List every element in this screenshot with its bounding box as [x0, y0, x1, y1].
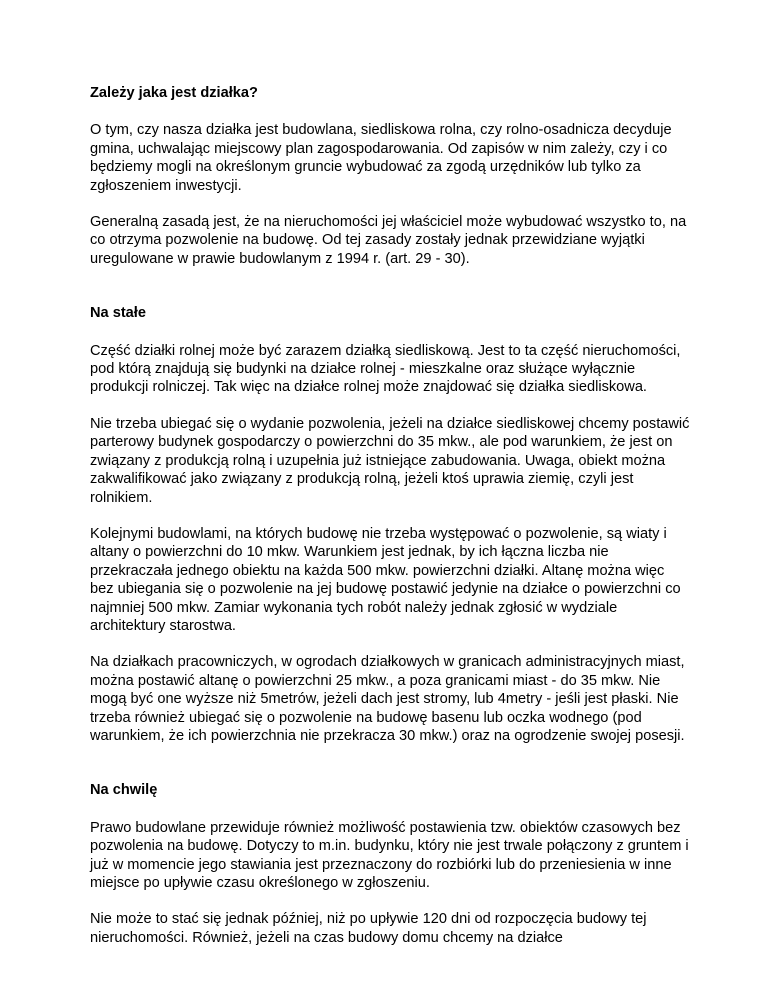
document-page	[90, 84, 690, 965]
paragraph: Na działkach pracowniczych, w ogrodach działkowych w granicach administracyjnych miast, można postawić altanę o powierzchni 25 mkw., a poza granicami miast - do 35 mkw. Nie mogą być one wyższe niż 5metrów, jeżeli dach jest stromy, lub 4metry - jeśli jest płaski. Nie trzeba również ubiegać się o pozwolenie na budowę basenu lub oczka wodnego (pod warunkiem, że ich powierzchnia nie przekracza 30 mkw.) oraz na ogrodzenie swojej posesji.	[90, 654, 685, 744]
paragraph: Prawo budowlane przewiduje również możliwość postawienia tzw. obiektów czasowych bez pozwolenia na budowę. Dotyczy to m.in. budynku, który nie jest trwale połączony z gruntem i już w momencie jego stawiania jest przeznaczony do rozbiórki lub do przeniesienia w inne miejsce po upływie czasu określonego w zgłoszeniu.	[90, 819, 689, 891]
paragraph: Nie trzeba ubiegać się o wydanie pozwolenia, jeżeli na działce siedliskowej chcemy postawić parterowy budynek gospodarczy o powierzchni do 35 mkw., ale pod warunkiem, że jest on związany z produkcją rolną i uzupełnia już istniejące zabudowania. Uwaga, obiekt można zakwalifikować jako związany z produkcją rolną, jeżeli ktoś uprawia ziemię, czyli jest rolnikiem.	[90, 415, 690, 506]
paragraph: Nie może to stać się jednak później, niż po upływie 120 dni od rozpoczęcia budowy tej nieruchomości. Również, jeżeli na czas budowy domu chcemy na działce	[90, 911, 647, 946]
section-spacer	[90, 286, 690, 304]
paragraph: Część działki rolnej może być zarazem działką siedliskową. Jest to ta część nieruchomości, pod którą znajdują się budynki na działce rolnej - mieszkalne oraz służące wyłącznie produkcji rolniczej. Tak więc na działce rolnej może znajdować się działka siedliskowa.	[90, 342, 681, 396]
paragraph: O tym, czy nasza działka jest budowlana, siedliskowa rolna, czy rolno-osadnicza decyduje gmina, uchwalając miejscowy plan zagospodarowania. Od zapisów w nim zależy, czy i co będziemy mogli na określonym gruncie wybudować za zgodą urzędników lub tylko za zgłoszeniem inwestycji.	[90, 122, 672, 194]
section-heading-zalezy: Zależy jaka jest działka?	[90, 85, 258, 101]
section-heading-na-chwile: Na chwilę	[90, 782, 158, 799]
paragraph: Generalną zasadą jest, że na nieruchomości jej właściciel może wybudować wszystko to, na co otrzyma pozwolenie na budowę. Od tej zasady zostały jednak przewidziane wyjątki uregulowane w prawie budowlanym z 1994 r. (art. 29 - 30).	[90, 214, 687, 267]
section-heading-na-stale: Na stałe	[90, 305, 146, 322]
section-spacer	[90, 763, 690, 781]
paragraph: Kolejnymi budowlami, na których budowę nie trzeba występować o pozwolenie, są wiaty i altany o powierzchni do 10 mkw. Warunkiem jest jednak, by ich łączna liczba nie przekraczała jednego obiektu na każda 500 mkw. powierzchni działki. Altanę można więc bez ubiegania się o pozwolenie na jej budowę postawić jedynie na działce o powierzchni co najmniej 500 mkw. Zamiar wykonania tych robót należy jednak zgłosić w wydziale architektury starostwa.	[90, 525, 681, 634]
